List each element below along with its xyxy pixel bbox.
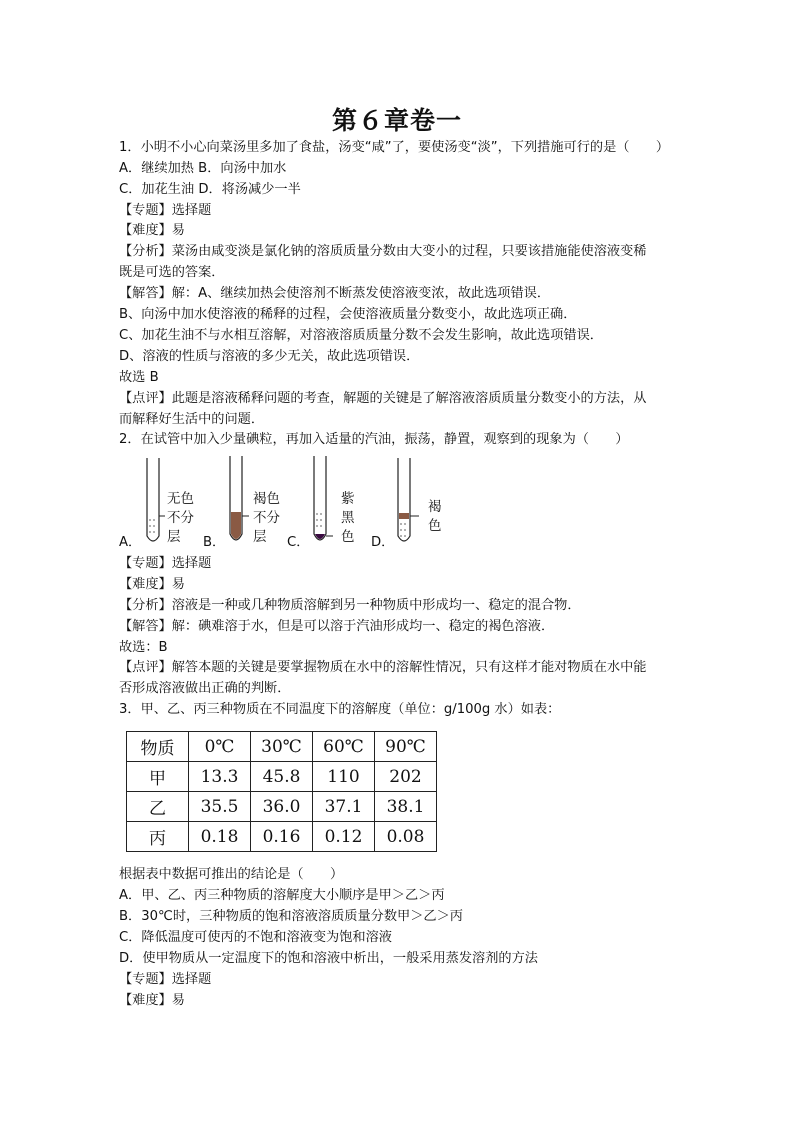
tube-c-letter: C． bbox=[287, 535, 310, 550]
table-cell: 乙 bbox=[127, 792, 189, 822]
table-cell: 0.12 bbox=[313, 822, 375, 852]
q2-difficulty: 【难度】易 bbox=[119, 577, 185, 592]
q3-option-d: D．使甲物质从一定温度下的饱和溶液中析出，一般采用蒸发溶剂的方法 bbox=[119, 951, 538, 966]
q1-answer-line1: 【解答】解：A、继续加热会使溶剂不断蒸发使溶液变浓，故此选项错误． bbox=[119, 286, 551, 301]
table-cell: 13.3 bbox=[189, 762, 251, 792]
table-header-cell: 物质 bbox=[127, 732, 189, 762]
table-cell: 甲 bbox=[127, 762, 189, 792]
q1-options-ab: A．继续加热 B．向汤中加水 bbox=[119, 161, 287, 176]
q2-comment-line2: 否形成溶液做出正确的判断． bbox=[119, 681, 291, 696]
test-tube-b-icon bbox=[230, 456, 249, 540]
table-cell: 110 bbox=[313, 762, 375, 792]
table-cell: 38.1 bbox=[375, 792, 437, 822]
table-cell: 0.08 bbox=[375, 822, 437, 852]
q1-options-cd: C．加花生油 D．将汤减少一半 bbox=[119, 182, 301, 197]
tube-d-letter: D． bbox=[371, 535, 395, 550]
q1-answer-line2: B、向汤中加水使溶液的稀释的过程，会使溶液质量分数变小，故此选项正确． bbox=[119, 307, 577, 322]
q1-choice: 故选 B bbox=[119, 370, 159, 385]
table-row bbox=[127, 822, 437, 852]
table-header-cell: 30℃ bbox=[251, 732, 313, 762]
q3-difficulty: 【难度】易 bbox=[119, 993, 185, 1008]
table-cell: 0.16 bbox=[251, 822, 313, 852]
q1-difficulty: 【难度】易 bbox=[119, 223, 185, 238]
q3-option-a: A．甲、乙、丙三种物质的溶解度大小顺序是甲＞乙＞丙 bbox=[119, 888, 445, 903]
table-cell: 36.0 bbox=[251, 792, 313, 822]
q2-topic: 【专题】选择题 bbox=[119, 556, 212, 571]
tube-a-label: 无色 不分 层 bbox=[167, 491, 194, 545]
tube-b-letter: B． bbox=[203, 535, 226, 550]
test-tube-figure bbox=[119, 456, 459, 550]
q3-stem: 3．甲、乙、丙三种物质在不同温度下的溶解度（单位：g/100g 水）如表： bbox=[119, 702, 561, 717]
table-row bbox=[127, 762, 437, 792]
test-tube-d-icon bbox=[398, 458, 419, 541]
q1-answer-line3: C、加花生油不与水相互溶解，对溶液溶质质量分数不会发生影响，故此选项错误． bbox=[119, 328, 603, 343]
test-tube-a-icon bbox=[147, 458, 165, 541]
solubility-table bbox=[126, 731, 437, 852]
tube-d-label: 褐 色 bbox=[428, 499, 442, 534]
q1-analysis-line1: 【分析】菜汤由咸变淡是氯化钠的溶质质量分数由大变小的过程，只要该措施能使溶液变稀 bbox=[119, 244, 647, 259]
tube-b-label: 褐色 不分 层 bbox=[253, 491, 280, 545]
q3-prompt: 根据表中数据可推出的结论是（ ） bbox=[119, 867, 344, 882]
table-header-cell: 60℃ bbox=[313, 732, 375, 762]
q2-stem: 2．在试管中加入少量碘粒，再加入适量的汽油，振荡，静置，观察到的现象为（ ） bbox=[119, 432, 629, 447]
q3-option-b: B．30℃时，三种物质的饱和溶液溶质质量分数甲＞乙＞丙 bbox=[119, 909, 463, 924]
table-cell: 丙 bbox=[127, 822, 189, 852]
table-cell: 45.8 bbox=[251, 762, 313, 792]
q2-comment-line1: 【点评】解答本题的关键是要掌握物质在水中的溶解性情况，只有这样才能对物质在水中能 bbox=[119, 660, 647, 675]
page-title: 第６章卷一 bbox=[331, 106, 462, 135]
q1-stem: 1．小明不小心向菜汤里多加了食盐，汤变“咸”了，要使汤变“淡”，下列措施可行的是（ ） bbox=[119, 140, 670, 155]
tube-a-letter: A． bbox=[119, 535, 142, 550]
q1-topic: 【专题】选择题 bbox=[119, 203, 212, 218]
q1-analysis-line2: 既是可选的答案． bbox=[119, 265, 225, 280]
q3-option-c: C．降低温度可使丙的不饱和溶液变为饱和溶液 bbox=[119, 930, 392, 945]
q3-topic: 【专题】选择题 bbox=[119, 972, 212, 987]
table-cell: 35.5 bbox=[189, 792, 251, 822]
q2-answer: 【解答】解：碘难溶于水，但是可以溶于汽油形成均一、稳定的褐色溶液． bbox=[119, 619, 555, 634]
table-header-cell: 90℃ bbox=[375, 732, 437, 762]
table-cell: 37.1 bbox=[313, 792, 375, 822]
table-row bbox=[127, 792, 437, 822]
table-header-row bbox=[127, 732, 437, 762]
q1-comment-line2: 而解释好生活中的问题． bbox=[119, 412, 265, 427]
tube-c-label: 紫 黑 色 bbox=[341, 491, 355, 545]
table-cell: 0.18 bbox=[189, 822, 251, 852]
q2-choice: 故选：B bbox=[119, 640, 168, 655]
q1-comment-line1: 【点评】此题是溶液稀释问题的考查，解题的关键是了解溶液溶质质量分数变小的方法，从 bbox=[119, 391, 647, 406]
q2-analysis: 【分析】溶液是一种或几种物质溶解到另一种物质中形成均一、稳定的混合物． bbox=[119, 598, 581, 613]
table-header-cell: 0℃ bbox=[189, 732, 251, 762]
q1-answer-line4: D、溶液的性质与溶液的多少无关，故此选项错误． bbox=[119, 349, 420, 364]
table-cell: 202 bbox=[375, 762, 437, 792]
test-tube-c-icon bbox=[314, 456, 333, 540]
